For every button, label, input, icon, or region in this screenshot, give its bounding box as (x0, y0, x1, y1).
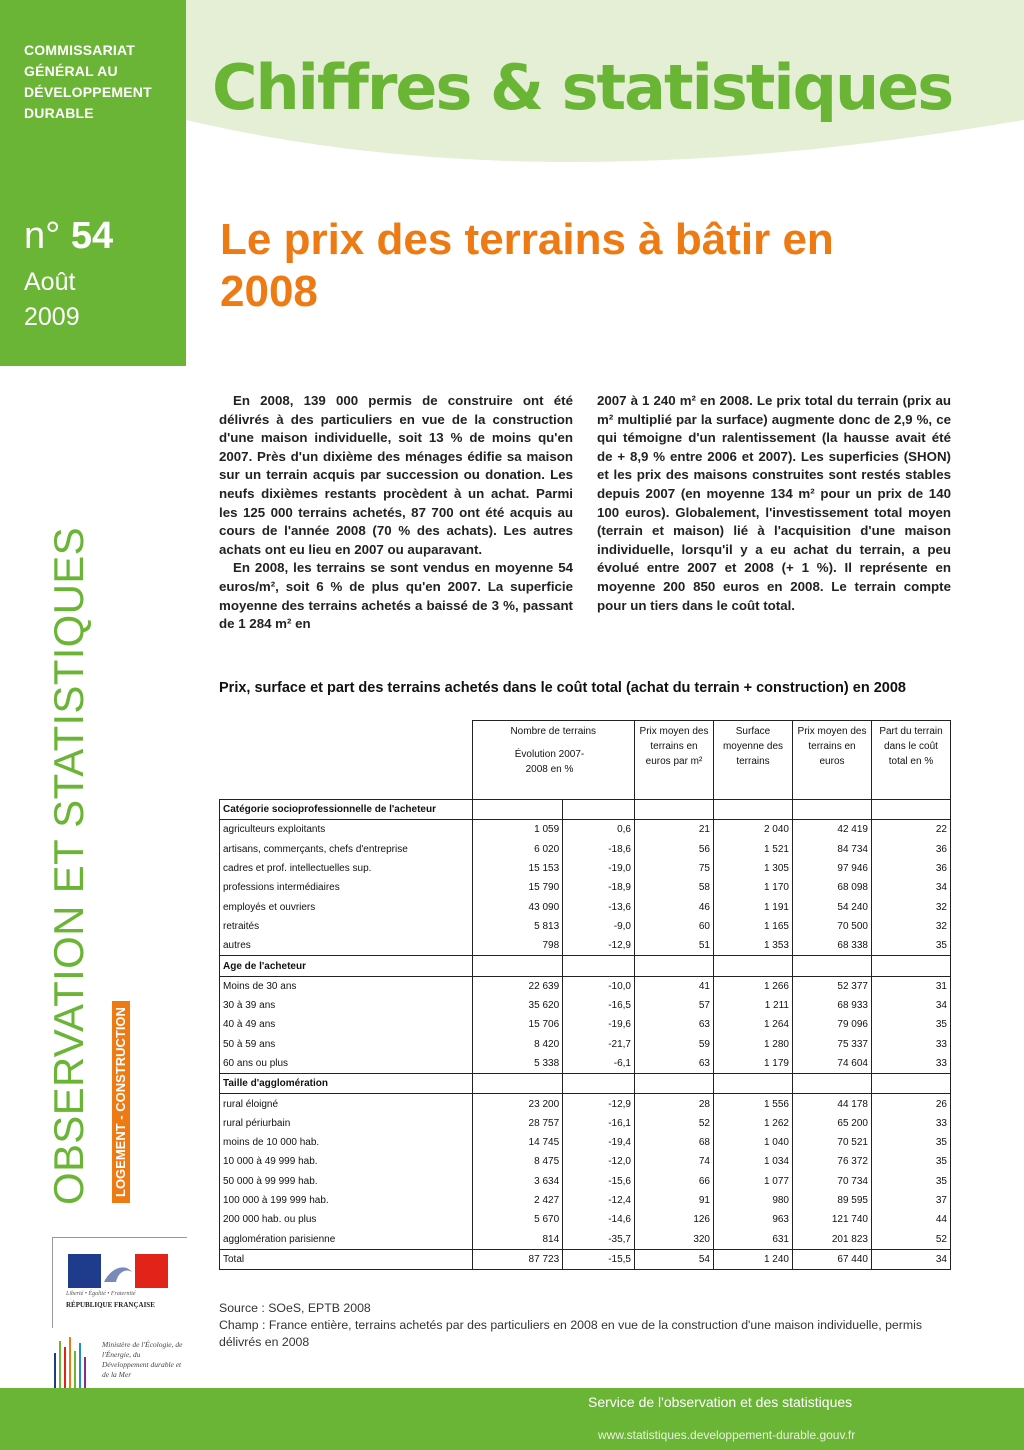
body-paragraph: 2007 à 1 240 m² en 2008. Le prix total du terrain (prix au m² multiplié par la surface) augmente donc de 2,9 %, ce qui témoigne d'un ralentissement (la hausse avait été de + 8,9 % entre 2006 et 2007). Les superficies (SHON) et les prix des maisons construites sont restés stables depuis 2007 (en moyenne 134 m² pour un prix de 140 100 euros). Globalement, l'investissement total moyen (terrain et maison) lié à l'acquisition d'une maison individuelle, lorsqu'il y a eu achat du terrain, a peu évolué entre 2007 et 2008 (+ 1 %). Il représente en moyenne 200 850 euros en 2008. Le terrain compte pour un tiers dans le coût total. (597, 393, 951, 613)
row-label: 50 à 59 ans (220, 1035, 473, 1054)
row-label: employés et ouvriers (220, 897, 473, 916)
table-row (220, 1015, 951, 1034)
cell-value: 5 670 (472, 1210, 563, 1229)
cell-value: 74 604 (793, 1054, 872, 1074)
cell-value: 22 (872, 820, 951, 840)
footer-service-name: Service de l'observation et des statistiques (588, 1394, 853, 1410)
row-label: retraités (220, 917, 473, 936)
cell-value: 54 240 (793, 897, 872, 916)
footer-url-link[interactable]: www.statistiques.developpement-durable.gouv.fr (598, 1428, 856, 1442)
cell-value: -13,6 (563, 897, 635, 916)
empty-cell (714, 1074, 793, 1094)
cell-value: 32 (872, 897, 951, 916)
empty-cell (472, 800, 563, 820)
empty-cell (563, 956, 635, 976)
cell-value: 36 (872, 859, 951, 878)
table-section-row (220, 1074, 951, 1094)
cell-value: 36 (872, 840, 951, 859)
cell-value: 22 639 (472, 976, 563, 996)
cell-value: 67 440 (793, 1249, 872, 1269)
empty-cell (714, 800, 793, 820)
cell-value: 1 266 (714, 976, 793, 996)
table-row (220, 1133, 951, 1152)
cell-value: 15 790 (472, 878, 563, 897)
table-row (220, 1054, 951, 1074)
section-title: Catégorie socioprofessionnelle de l'acheteur (220, 800, 473, 820)
cell-value: 75 (635, 859, 714, 878)
cell-value: 1 165 (714, 917, 793, 936)
cell-value: 8 420 (472, 1035, 563, 1054)
cell-value: 34 (872, 1249, 951, 1269)
cell-value: 52 (635, 1114, 714, 1133)
table-row (220, 1249, 951, 1269)
table-row (220, 1191, 951, 1210)
cell-value: 26 (872, 1094, 951, 1114)
issue-month: Août (24, 268, 76, 296)
cell-value: 59 (635, 1035, 714, 1054)
cell-value: 97 946 (793, 859, 872, 878)
cell-value: -6,1 (563, 1054, 635, 1074)
body-paragraph: En 2008, les terrains se sont vendus en moyenne 54 euros/m², soit 6 % de plus qu'en 2007. La superficie moyenne des terrains achetés a baissé de 3 %, passant de 1 284 m² en (219, 560, 573, 632)
table-row (220, 878, 951, 897)
issue-year: 2009 (24, 303, 80, 331)
cell-value: 44 178 (793, 1094, 872, 1114)
cell-value: 34 (872, 878, 951, 897)
cell-value: -9,0 (563, 917, 635, 936)
empty-cell (793, 800, 872, 820)
cell-value: -10,0 (563, 976, 635, 996)
table-section-row (220, 956, 951, 976)
cell-value: 1 305 (714, 859, 793, 878)
cell-value: -18,6 (563, 840, 635, 859)
cell-value: 35 (872, 1172, 951, 1191)
cell-value: 35 (872, 936, 951, 956)
header-share: Part du terrain dans le coût total en % (872, 721, 951, 800)
table-row (220, 1230, 951, 1250)
empty-cell (872, 1074, 951, 1094)
cell-value: 1 034 (714, 1152, 793, 1171)
row-label: autres (220, 936, 473, 956)
issue-number-value: 54 (70, 215, 114, 257)
cell-value: -18,9 (563, 878, 635, 897)
header-count (472, 721, 635, 800)
cell-value: 70 521 (793, 1133, 872, 1152)
cell-value: 57 (635, 996, 714, 1015)
cell-value: 32 (872, 917, 951, 936)
series-title: Chiffres & statistiques (212, 51, 953, 124)
row-label: agglomération parisienne (220, 1230, 473, 1250)
cell-value: 63 (635, 1015, 714, 1034)
cell-value: 1 077 (714, 1172, 793, 1191)
row-label: artisans, commerçants, chefs d'entreprise (220, 840, 473, 859)
cell-value: 56 (635, 840, 714, 859)
header-curve (186, 120, 1024, 196)
cell-value: 6 020 (472, 840, 563, 859)
cell-value: -19,4 (563, 1133, 635, 1152)
cell-value: 79 096 (793, 1015, 872, 1034)
cell-value: 87 723 (472, 1249, 563, 1269)
cell-value: 1 179 (714, 1054, 793, 1074)
cell-value: 1 170 (714, 878, 793, 897)
cell-value: 1 040 (714, 1133, 793, 1152)
row-label: 40 à 49 ans (220, 1015, 473, 1034)
table-row (220, 996, 951, 1015)
cell-value: 21 (635, 820, 714, 840)
rf-motto: Liberté • Égalité • Fraternité (66, 1291, 136, 1297)
empty-cell (872, 800, 951, 820)
cell-value: 1 353 (714, 936, 793, 956)
cell-value: 44 (872, 1210, 951, 1229)
table-row (220, 936, 951, 956)
cell-value: -16,5 (563, 996, 635, 1015)
cell-value: 5 338 (472, 1054, 563, 1074)
cell-value: 201 823 (793, 1230, 872, 1250)
table-row (220, 1210, 951, 1229)
cell-value: 37 (872, 1191, 951, 1210)
cell-value: 66 (635, 1172, 714, 1191)
row-label: 100 000 à 199 999 hab. (220, 1191, 473, 1210)
row-label: Total (220, 1249, 473, 1269)
cell-value: 15 153 (472, 859, 563, 878)
cell-value: 68 933 (793, 996, 872, 1015)
cell-value: -15,5 (563, 1249, 635, 1269)
empty-cell (563, 1074, 635, 1094)
cell-value: 1 191 (714, 897, 793, 916)
table-row (220, 840, 951, 859)
cell-value: 35 (872, 1133, 951, 1152)
table-row (220, 917, 951, 936)
cell-value: 980 (714, 1191, 793, 1210)
source-note (219, 1300, 951, 1351)
table-row (220, 859, 951, 878)
cell-value: 28 (635, 1094, 714, 1114)
table-row (220, 1114, 951, 1133)
marianne-logo-icon (68, 1254, 168, 1288)
cell-value: 1 521 (714, 840, 793, 859)
cell-value: -16,1 (563, 1114, 635, 1133)
table-row (220, 1094, 951, 1114)
cell-value: -12,9 (563, 1094, 635, 1114)
cell-value: 3 634 (472, 1172, 563, 1191)
cell-value: 15 706 (472, 1015, 563, 1034)
empty-cell (472, 1074, 563, 1094)
source-line: Source : SOeS, EPTB 2008 (219, 1301, 371, 1315)
header-count-label: Nombre de terrains (510, 726, 597, 737)
cell-value: 1 211 (714, 996, 793, 1015)
empty-cell (872, 956, 951, 976)
cell-value: 1 280 (714, 1035, 793, 1054)
cell-value: 70 734 (793, 1172, 872, 1191)
cell-value: 28 757 (472, 1114, 563, 1133)
cell-value: 42 419 (793, 820, 872, 840)
cell-value: -35,7 (563, 1230, 635, 1250)
cell-value: 1 556 (714, 1094, 793, 1114)
row-label: Moins de 30 ans (220, 976, 473, 996)
cell-value: 89 595 (793, 1191, 872, 1210)
cell-value: 1 059 (472, 820, 563, 840)
cell-value: -19,6 (563, 1015, 635, 1034)
row-label: professions intermédiaires (220, 878, 473, 897)
cell-value: 41 (635, 976, 714, 996)
cell-value: 70 500 (793, 917, 872, 936)
cell-value: 68 098 (793, 878, 872, 897)
empty-cell (793, 956, 872, 976)
row-label: 60 ans ou plus (220, 1054, 473, 1074)
section-title: Age de l'acheteur (220, 956, 473, 976)
table-row (220, 1172, 951, 1191)
cell-value: 31 (872, 976, 951, 996)
cell-value: 2 427 (472, 1191, 563, 1210)
empty-cell (635, 956, 714, 976)
cell-value: 75 337 (793, 1035, 872, 1054)
vertical-topic-label: LOGEMENT - CONSTRUCTION (112, 1001, 130, 1203)
cell-value: 320 (635, 1230, 714, 1250)
row-label: cadres et prof. intellectuelles sup. (220, 859, 473, 878)
header-surface: Surface moyenne des terrains (714, 721, 793, 800)
cell-value: 60 (635, 917, 714, 936)
cell-value: 2 040 (714, 820, 793, 840)
cell-value: 52 (872, 1230, 951, 1250)
cell-value: 58 (635, 878, 714, 897)
cell-value: 68 338 (793, 936, 872, 956)
empty-cell (714, 956, 793, 976)
cell-value: 798 (472, 936, 563, 956)
header-avg-price: Prix moyen des terrains en euros (793, 721, 872, 800)
table-title: Prix, surface et part des terrains achetés dans le coût total (achat du terrain + construction) en 2008 (219, 680, 906, 696)
cell-value: 33 (872, 1035, 951, 1054)
section-title: Taille d'agglomération (220, 1074, 473, 1094)
cell-value: 631 (714, 1230, 793, 1250)
header-evolution-label: Évolution 2007-2008 en % (514, 749, 585, 775)
header-blank (220, 721, 473, 800)
row-label: 50 000 à 99 999 hab. (220, 1172, 473, 1191)
cell-value: 121 740 (793, 1210, 872, 1229)
cell-value: 33 (872, 1114, 951, 1133)
cell-value: 0,6 (563, 820, 635, 840)
issue-number (24, 214, 113, 258)
cell-value: 1 264 (714, 1015, 793, 1034)
cell-value: 65 200 (793, 1114, 872, 1133)
row-label: rural éloigné (220, 1094, 473, 1114)
issue-label: n° (24, 215, 61, 257)
cell-value: 34 (872, 996, 951, 1015)
empty-cell (563, 800, 635, 820)
rf-name: RÉPUBLIQUE FRANÇAISE (66, 1301, 155, 1309)
header-price: Prix moyen des terrains en euros par m² (635, 721, 714, 800)
cell-value: 126 (635, 1210, 714, 1229)
table-row (220, 1035, 951, 1054)
cell-value: 8 475 (472, 1152, 563, 1171)
cell-value: -12,0 (563, 1152, 635, 1171)
cell-value: 963 (714, 1210, 793, 1229)
cell-value: -19,0 (563, 859, 635, 878)
table-section-row (220, 800, 951, 820)
cell-value: 814 (472, 1230, 563, 1250)
cell-value: 46 (635, 897, 714, 916)
scope-line: Champ : France entière, terrains achetés par des particuliers en 2008 en vue de la construction d'une maison individuelle, permis délivrés en 2008 (219, 1318, 922, 1349)
cell-value: 35 620 (472, 996, 563, 1015)
cell-value: 91 (635, 1191, 714, 1210)
cell-value: 35 (872, 1152, 951, 1171)
cell-value: -15,6 (563, 1172, 635, 1191)
cell-value: 84 734 (793, 840, 872, 859)
cell-value: 14 745 (472, 1133, 563, 1152)
cell-value: 5 813 (472, 917, 563, 936)
empty-cell (635, 1074, 714, 1094)
row-label: moins de 10 000 hab. (220, 1133, 473, 1152)
organization-name: COMMISSARIAT GÉNÉRAL AU DÉVELOPPEMENT DURABLE (24, 42, 152, 121)
body-column-left (219, 392, 573, 634)
row-label: 200 000 hab. ou plus (220, 1210, 473, 1229)
ministry-name: Ministère de l'Écologie, de l'Énergie, du Développement durable et de la Mer (102, 1340, 183, 1379)
article-title: Le prix des terrains à bâtir en 2008 (220, 215, 834, 316)
footer-band (0, 1388, 1024, 1450)
cell-value: 1 262 (714, 1114, 793, 1133)
cell-value: 74 (635, 1152, 714, 1171)
body-column-right (597, 392, 951, 615)
cell-value: 63 (635, 1054, 714, 1074)
data-table (219, 720, 951, 1270)
cell-value: -12,9 (563, 936, 635, 956)
row-label: agriculteurs exploitants (220, 820, 473, 840)
row-label: 10 000 à 49 999 hab. (220, 1152, 473, 1171)
cell-value: 33 (872, 1054, 951, 1074)
empty-cell (635, 800, 714, 820)
table-row (220, 820, 951, 840)
table-row (220, 976, 951, 996)
cell-value: 76 372 (793, 1152, 872, 1171)
cell-value: 35 (872, 1015, 951, 1034)
body-paragraph: En 2008, 139 000 permis de construire ont été délivrés à des particuliers en vue de la construction d'une maison individuelle, soit 13 % de moins qu'en 2007. Près d'un dixième des ménages édifie sa maison sur un terrain acquis par succession ou donation. Les neufs dixièmes restants procèdent à un achat. Parmi les 125 000 terrains achetés, 87 700 ont été acquis au cours de l'année 2008 (70 % des achats). Les autres achats ont eu lieu en 2007 ou auparavant. (219, 393, 573, 557)
cell-value: 1 240 (714, 1249, 793, 1269)
cell-value: -14,6 (563, 1210, 635, 1229)
row-label: 30 à 39 ans (220, 996, 473, 1015)
cell-value: -12,4 (563, 1191, 635, 1210)
cell-value: -21,7 (563, 1035, 635, 1054)
cell-value: 54 (635, 1249, 714, 1269)
empty-cell (793, 1074, 872, 1094)
row-label: rural périurbain (220, 1114, 473, 1133)
cell-value: 23 200 (472, 1094, 563, 1114)
cell-value: 68 (635, 1133, 714, 1152)
table-row (220, 1152, 951, 1171)
table-row (220, 897, 951, 916)
cell-value: 52 377 (793, 976, 872, 996)
cell-value: 51 (635, 936, 714, 956)
empty-cell (472, 956, 563, 976)
vertical-series-label: OBSERVATION ET STATISTIQUES (45, 527, 92, 1205)
cell-value: 43 090 (472, 897, 563, 916)
table-body (220, 800, 951, 1270)
